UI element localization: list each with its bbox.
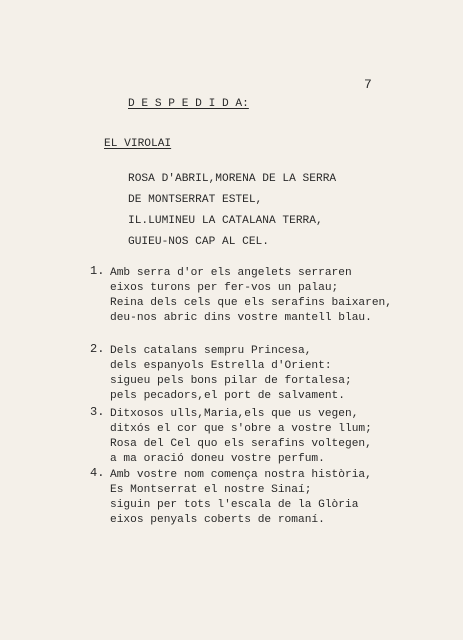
refrain-line: IL.LUMINEU LA CATALANA TERRA, xyxy=(128,215,323,227)
stanza-line: dels espanyols Estrella d'Orient: xyxy=(110,360,332,372)
stanza-line: Amb vostre nom comença nostra història, xyxy=(110,469,372,481)
stanza-number: 4. xyxy=(90,466,105,480)
stanza-line: Amb serra d'or els angelets serraren xyxy=(110,267,352,279)
stanza-line: deu-nos abric dins vostre mantell blau. xyxy=(110,312,372,324)
stanza-line: Dels catalans sempru Princesa, xyxy=(110,345,312,357)
page-number: 7 xyxy=(364,77,372,92)
refrain-line: DE MONTSERRAT ESTEL, xyxy=(128,194,263,206)
stanza-line: eixos turons per fer-vos un palau; xyxy=(110,282,339,294)
stanza-line: siguin per tots l'escala de la Glòria xyxy=(110,499,359,511)
stanza-number: 3. xyxy=(90,405,105,419)
stanza-line: pels pecadors,el port de salvament. xyxy=(110,390,345,402)
stanza-line: Ditxosos ulls,Maria,els que us vegen, xyxy=(110,408,359,420)
stanza-line: Es Montserrat el nostre Sinaí; xyxy=(110,484,312,496)
stanza-number: 1. xyxy=(90,264,105,278)
refrain-line: GUIEU-NOS CAP AL CEL. xyxy=(128,236,269,248)
stanza-line: a ma oració doneu vostre perfum. xyxy=(110,453,325,465)
stanza-line: ditxós el cor que s'obre a vostre llum; xyxy=(110,423,372,435)
stanza-line: Reina dels cels que els serafins baixaren, xyxy=(110,297,392,309)
stanza-line: Rosa del Cel quo els serafins voltegen, xyxy=(110,438,372,450)
refrain-line: ROSA D'ABRIL,MORENA DE LA SERRA xyxy=(128,173,337,185)
page-heading: D E S P E D I D A: xyxy=(128,98,249,110)
stanza-line: eixos penyals coberts de romaní. xyxy=(110,514,325,526)
stanza-line: sigueu pels bons pilar de fortalesa; xyxy=(110,375,352,387)
poem-title: EL VIROLAI xyxy=(104,138,172,150)
stanza-number: 2. xyxy=(90,342,105,356)
